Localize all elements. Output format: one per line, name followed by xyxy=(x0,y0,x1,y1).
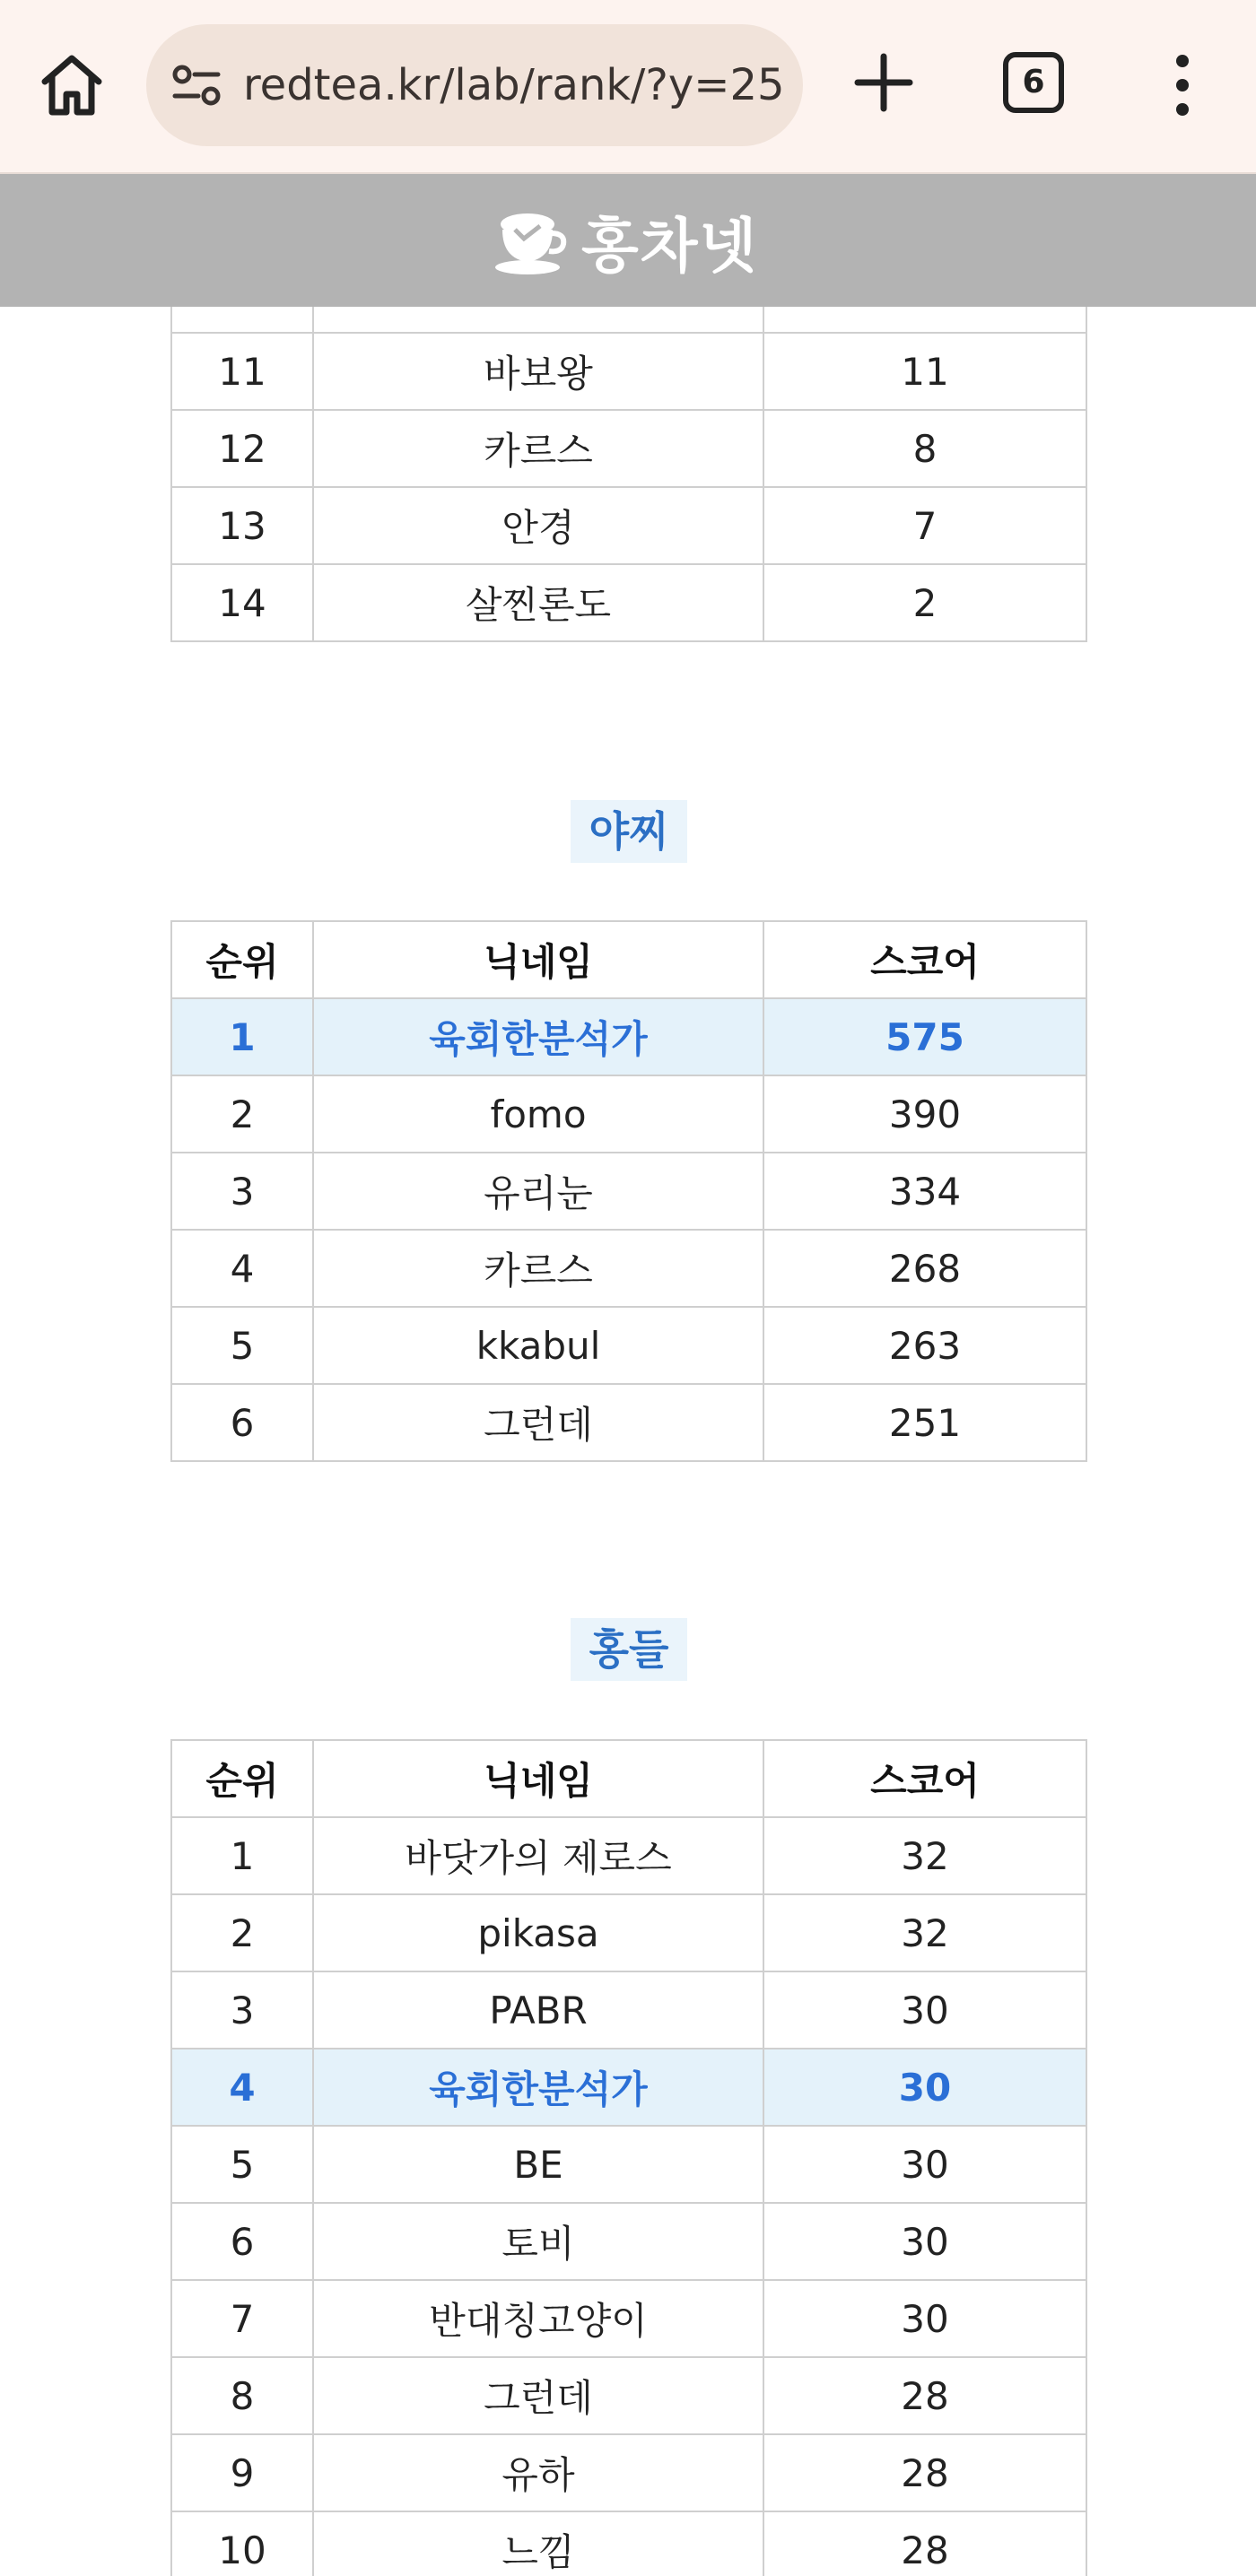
table-row xyxy=(171,1075,1086,1153)
table-row xyxy=(171,1971,1086,2049)
section-title-yazzi: 야찌 xyxy=(571,800,687,863)
rank-cell: 3 xyxy=(171,1153,313,1230)
score-cell: 30 xyxy=(763,1971,1086,2049)
column-header-nickname: 닉네임 xyxy=(313,921,763,998)
table-row xyxy=(171,410,1086,487)
section-title-hongdle: 홍들 xyxy=(571,1618,687,1681)
teacup-icon xyxy=(492,203,567,278)
nickname-cell: 육회한분석가 xyxy=(313,2049,763,2126)
column-header-score: 스코어 xyxy=(763,921,1086,998)
browser-toolbar xyxy=(0,0,1256,174)
ranking-content xyxy=(0,307,1256,2576)
score-cell: 2 xyxy=(763,564,1086,641)
new-tab-icon[interactable] xyxy=(852,51,915,114)
nickname-cell: fomo xyxy=(313,1075,763,1153)
home-icon[interactable] xyxy=(36,49,108,121)
rank-cell: 13 xyxy=(171,487,313,564)
nickname-cell: 안경 xyxy=(313,487,763,564)
table-row xyxy=(171,307,1086,333)
score-cell: 11 xyxy=(763,333,1086,410)
table-row xyxy=(171,1384,1086,1461)
column-header-score: 스코어 xyxy=(763,1740,1086,1817)
site-logo[interactable] xyxy=(492,199,758,282)
score-cell: 30 xyxy=(763,2049,1086,2126)
rank-cell: 2 xyxy=(171,1075,313,1153)
rank-cell: 1 xyxy=(171,1817,313,1894)
nickname-cell: 바닷가의 제로스 xyxy=(313,1817,763,1894)
nickname-cell: 그런데 xyxy=(313,1384,763,1461)
score-cell: 28 xyxy=(763,2511,1086,2576)
score-cell: 28 xyxy=(763,2434,1086,2511)
rank-cell: 1 xyxy=(171,998,313,1075)
rank-cell: 7 xyxy=(171,2280,313,2357)
score-cell: 30 xyxy=(763,2203,1086,2280)
table-row xyxy=(171,487,1086,564)
table-row xyxy=(171,2511,1086,2576)
table-row xyxy=(171,2203,1086,2280)
score-cell: 32 xyxy=(763,1894,1086,1971)
score-cell: 334 xyxy=(763,1153,1086,1230)
table-row xyxy=(171,2434,1086,2511)
site-name: 홍차넷 xyxy=(581,211,759,281)
nickname-cell: 살찐론도 xyxy=(313,564,763,641)
rank-cell: 5 xyxy=(171,1307,313,1384)
table-header-row xyxy=(171,921,1086,998)
nickname-cell: 유하 xyxy=(313,2434,763,2511)
rank-cell: 2 xyxy=(171,1894,313,1971)
column-header-nickname: 닉네임 xyxy=(313,1740,763,1817)
rank-cell: 11 xyxy=(171,333,313,410)
table-row xyxy=(171,2357,1086,2434)
nickname-cell: PABR xyxy=(313,1971,763,2049)
rank-cell: 4 xyxy=(171,2049,313,2126)
rank-cell: 8 xyxy=(171,2357,313,2434)
ranking-table-yazzi xyxy=(170,920,1087,1462)
nickname-cell: 반대칭고양이 xyxy=(313,2280,763,2357)
table-row xyxy=(171,2280,1086,2357)
score-cell: 30 xyxy=(763,2280,1086,2357)
score-cell: 263 xyxy=(763,1307,1086,1384)
nickname-cell: 유리눈 xyxy=(313,1153,763,1230)
table-row-highlighted xyxy=(171,998,1086,1075)
rank-cell: 5 xyxy=(171,2126,313,2203)
rank-cell: 14 xyxy=(171,564,313,641)
table-row xyxy=(171,1817,1086,1894)
nickname-cell: kkabul xyxy=(313,1307,763,1384)
score-cell: 8 xyxy=(763,410,1086,487)
table-row xyxy=(171,1894,1086,1971)
table-row-highlighted xyxy=(171,2049,1086,2126)
score-cell: 251 xyxy=(763,1384,1086,1461)
url-text[interactable]: redtea.kr/lab/rank/?y=25 xyxy=(243,60,785,110)
nickname-cell: 토비 xyxy=(313,2203,763,2280)
nickname-cell: 느낌 xyxy=(313,2511,763,2576)
nickname-cell: 바보왕 xyxy=(313,333,763,410)
score-cell: 28 xyxy=(763,2357,1086,2434)
more-menu-icon[interactable] xyxy=(1166,54,1199,117)
score-cell: 390 xyxy=(763,1075,1086,1153)
table-row xyxy=(171,1230,1086,1307)
nickname-cell: BE xyxy=(313,2126,763,2203)
table-row xyxy=(171,564,1086,641)
score-cell: 575 xyxy=(763,998,1086,1075)
ranking-table-hongdle xyxy=(170,1739,1087,2576)
score-cell: 30 xyxy=(763,2126,1086,2203)
table-row xyxy=(171,1307,1086,1384)
nickname-cell: 그런데 xyxy=(313,2357,763,2434)
rank-cell: 3 xyxy=(171,1971,313,2049)
rank-cell: 4 xyxy=(171,1230,313,1307)
tab-switcher-button[interactable]: 6 xyxy=(1003,52,1064,113)
score-cell: 32 xyxy=(763,1817,1086,1894)
rank-cell: 6 xyxy=(171,1384,313,1461)
nickname-cell: 카르스 xyxy=(313,410,763,487)
nickname-cell: pikasa xyxy=(313,1894,763,1971)
address-bar[interactable] xyxy=(146,24,803,146)
rank-cell: 10 xyxy=(171,2511,313,2576)
score-cell: 268 xyxy=(763,1230,1086,1307)
nickname-cell: 카르스 xyxy=(313,1230,763,1307)
rank-cell: 6 xyxy=(171,2203,313,2280)
rank-cell: 9 xyxy=(171,2434,313,2511)
rank-cell: 12 xyxy=(171,410,313,487)
table-row xyxy=(171,2126,1086,2203)
nickname-cell: 육회한분석가 xyxy=(313,998,763,1075)
column-header-rank: 순위 xyxy=(171,1740,313,1817)
table-row xyxy=(171,333,1086,410)
ranking-table-previous xyxy=(170,307,1087,642)
table-header-row xyxy=(171,1740,1086,1817)
table-row xyxy=(171,1153,1086,1230)
site-settings-icon[interactable] xyxy=(171,62,222,109)
site-header xyxy=(0,174,1256,307)
score-cell: 7 xyxy=(763,487,1086,564)
column-header-rank: 순위 xyxy=(171,921,313,998)
